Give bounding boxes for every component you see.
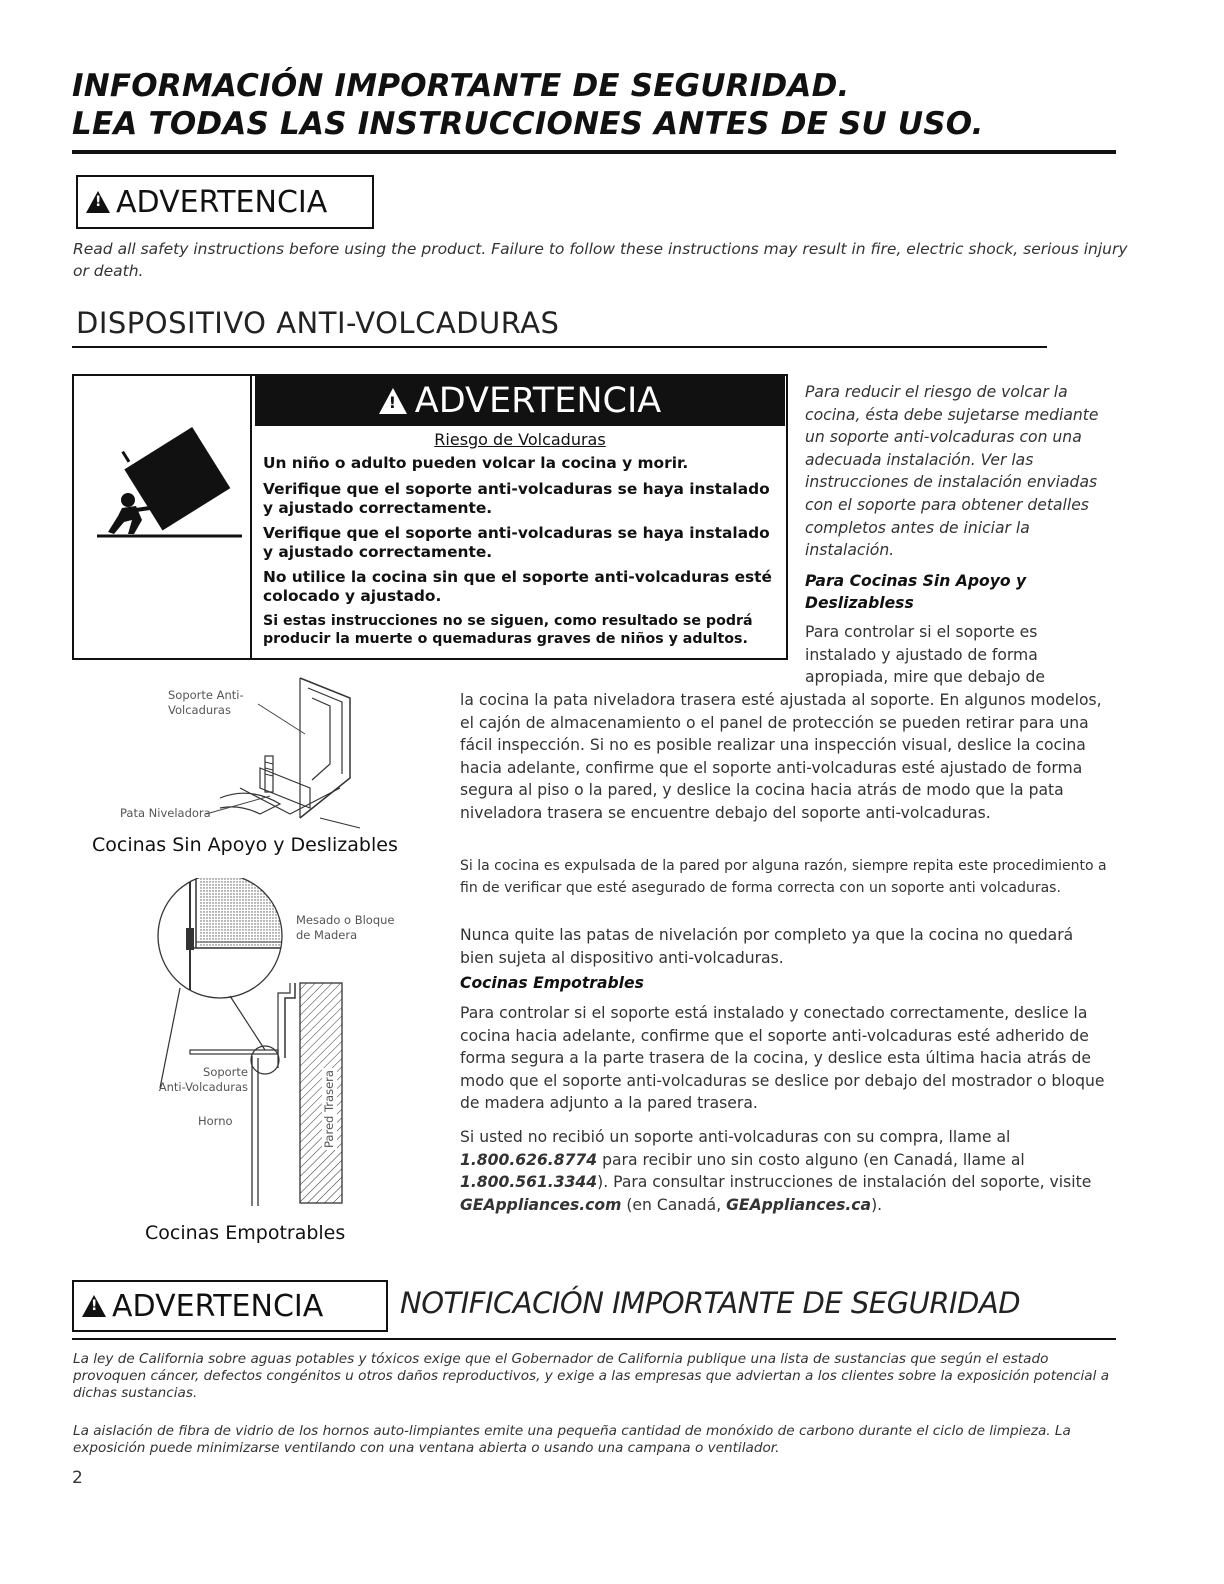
caption-built-in: Cocinas Empotrables	[145, 1222, 346, 1244]
leader-bracket	[230, 700, 310, 740]
label-bracket: Soporte Anti- Volcaduras	[168, 688, 244, 717]
section-title: DISPOSITIVO ANTI-VOLCADURAS	[76, 306, 560, 340]
warning-triangle-icon: !	[379, 388, 407, 414]
notice-para-2: La aislación de fibra de vidrio de los hornos auto-limpiantes emite una pequeña cantidad de monóxido de carbono durante el ciclo de limpieza. La exposición puede minimizarse ventilando con una ventana abierta o usando una campana o ventilador.	[73, 1423, 1071, 1456]
warning-triangle-icon	[82, 1295, 106, 1317]
notice-title: NOTIFICACIÓN IMPORTANTE DE SEGURIDAD	[400, 1286, 1021, 1320]
section-rule	[72, 346, 1047, 348]
warning-box-3	[72, 1280, 388, 1332]
heading-freestanding: Para Cocinas Sin Apoyo y Deslizabless	[805, 572, 1027, 612]
page-number: 2	[72, 1468, 83, 1488]
header-rule	[72, 150, 1116, 154]
header-line-1: INFORMACIÓN IMPORTANTE DE SEGURIDAD.	[72, 68, 850, 104]
caption-freestanding: Cocinas Sin Apoyo y Deslizables	[92, 834, 398, 856]
label-back-wall: Pared Trasera	[322, 1070, 336, 1148]
label-leveling-leg: Pata Niveladora	[120, 806, 211, 820]
phone-us: 1.800.626.8774	[460, 1150, 598, 1169]
para-repeat: Si la cocina es expulsada de la pared por alguna razón, siempre repita este procedimiento a fin de verificar que esté asegurado de forma correcta con un soporte anti volcaduras.	[460, 858, 1107, 896]
leader-leg	[200, 790, 280, 820]
label-oven: Horno	[198, 1114, 233, 1128]
tip-warning-line-4: No utilice la cocina sin que el soporte anti-volcaduras esté colocado y ajustado.	[263, 568, 772, 605]
tip-warning-line-3: Verifique que el soporte anti-volcaduras se haya instalado y ajustado correctamente.	[263, 524, 770, 561]
tip-warning-line-1: Un niño o adulto pueden volcar la cocina y morir.	[263, 454, 689, 472]
tip-warning-line-5: Si estas instrucciones no se siguen, como resultado se podrá producir la muerte o quemaduras graves de niños y adultos.	[263, 613, 753, 647]
right-intro: Para reducir el riesgo de volcar la cocina, ésta debe sujetarse mediante un soporte anti-volcaduras con una adecuada instalación. Ver las instrucciones de instalación enviadas con el soporte para obtener detalles completos antes de iniciar la instalación.	[805, 383, 1099, 560]
tip-warning-line-2: Verifique que el soporte anti-volcaduras se haya instalado y ajustado correctamente.	[263, 480, 770, 517]
tip-over-icon	[92, 420, 242, 540]
tip-warning-label: ADVERTENCIA	[414, 381, 662, 421]
para-leveling-legs: Nunca quite las patas de nivelación por completo ya que la cocina no quedará bien sujeta al dispositivo anti-volcaduras.	[460, 926, 1074, 967]
label-anti-tip-bracket: Soporte Anti-Volcaduras	[158, 1065, 248, 1094]
para-freestanding-a: Para controlar si el soporte es instalado y ajustado de forma apropiada, mire que debajo de	[805, 623, 1045, 686]
warning-box	[76, 175, 374, 229]
notice-rule	[72, 1338, 1116, 1340]
warning-label: ADVERTENCIA	[116, 184, 328, 220]
website-canada[interactable]: GEAppliances.ca	[726, 1195, 872, 1214]
para-built-in: Para controlar si el soporte está instalado y conectado correctamente, deslice la cocina hacia adelante, confirme que el soporte anti-volcaduras esté adherido de forma segura a la parte trasera de la cocina, y deslice esta última hacia atrás de modo que el soporte anti-volcaduras se deslice por debajo del mostrador o bloque de madera adjunto a la pared trasera.	[460, 1004, 1105, 1112]
panel-divider	[250, 374, 252, 660]
para-contact: Si usted no recibió un soporte anti-volcaduras con su compra, llame al 1.800.626.8774 para recibir uno sin costo alguno (en Canadá, llame al 1.800.561.3344). Para consultar instrucciones de instalación del soporte, visite GEAppliances.com (en Canadá, GEAppliances.ca).	[460, 1128, 1092, 1214]
heading-built-in: Cocinas Empotrables	[460, 974, 644, 992]
website-us[interactable]: GEAppliances.com	[460, 1195, 622, 1214]
tip-warning-subtitle: Riesgo de Volcaduras	[434, 430, 606, 449]
notice-para-1: La ley de California sobre aguas potables y tóxicos exige que el Gobernador de California publique una lista de sustancias que según el estado provoquen cáncer, defectos congénitos u otros daños reproductivos, y exige a las empresas que adviertan a los clientes sobre la exposición potencial a dichas sustancias.	[73, 1351, 1110, 1401]
label-countertop: Mesado o Bloque de Madera	[296, 913, 395, 942]
tip-warning-banner	[255, 376, 785, 426]
header-line-2: LEA TODAS LAS INSTRUCCIONES ANTES DE SU USO.	[72, 106, 984, 142]
warning-text: Read all safety instructions before using the product. Failure to follow these instructions may result in fire, electric shock, serious injury or death.	[73, 240, 1128, 280]
para-freestanding-b: la cocina la pata niveladora trasera esté ajustada al soporte. En algunos modelos, el cajón de almacenamiento o el panel de protección se pueden retirar para una fácil inspección. Si no es posible realizar una inspección visual, deslice la cocina hacia adelante, confirme que el soporte anti-volcaduras esté ajustado de forma segura al piso o la pared, y deslice la cocina hacia atrás de modo que la pata niveladora trasera se encuentre debajo del soporte anti-volcaduras.	[460, 691, 1102, 822]
phone-canada: 1.800.561.3344	[460, 1173, 598, 1191]
warning-3-label: ADVERTENCIA	[112, 1288, 324, 1324]
warning-triangle-icon	[86, 191, 110, 213]
